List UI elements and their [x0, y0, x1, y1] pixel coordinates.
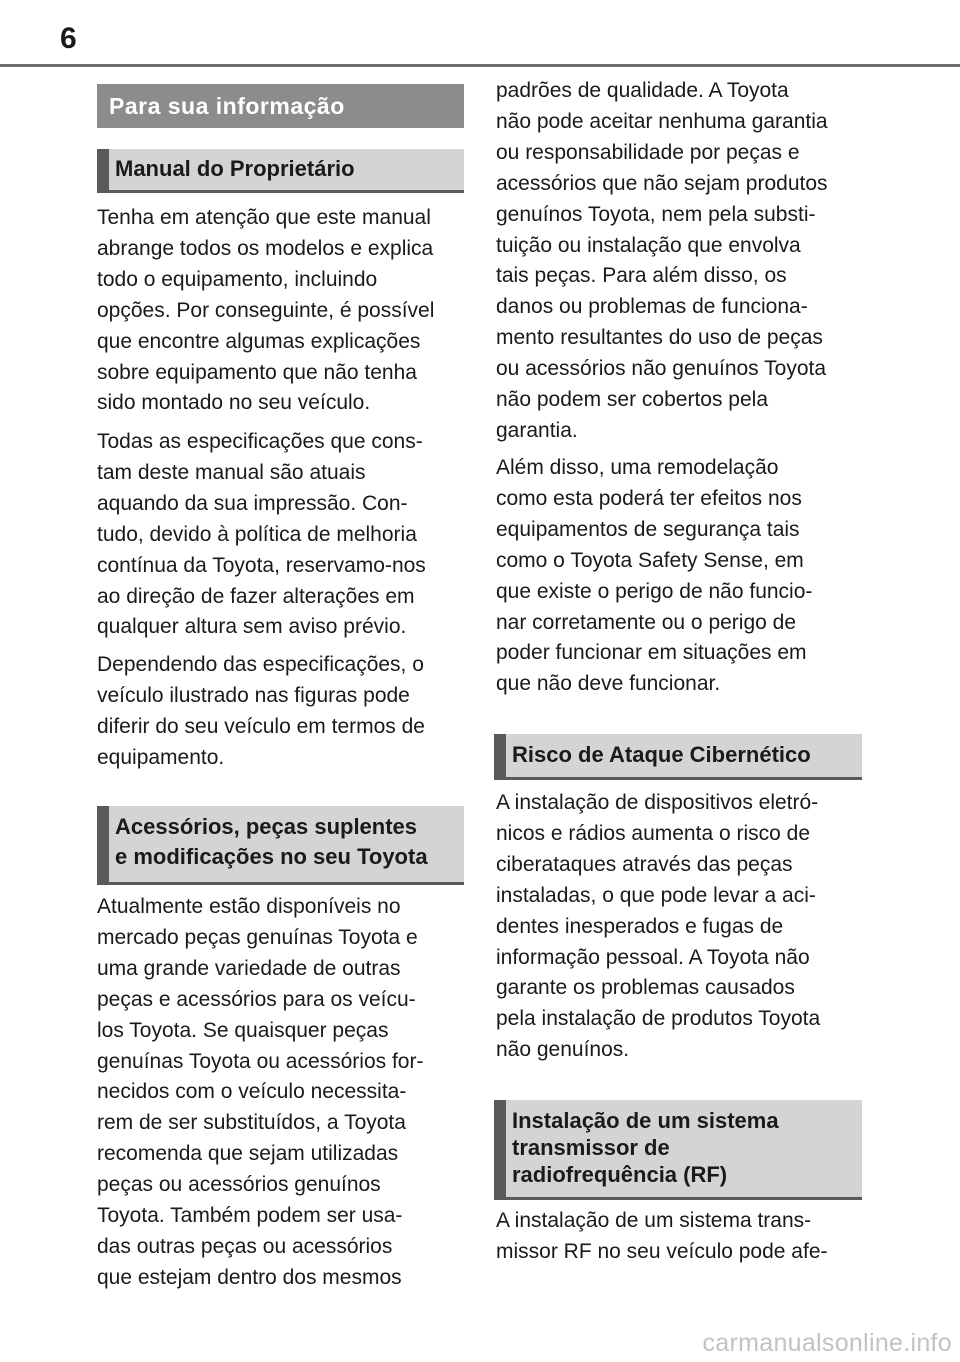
rf-paragraph: A instalação de um sistema trans- missor RF no seu veículo pode afe-	[496, 1209, 828, 1263]
accessories-heading: Acessórios, peças suplentes e modificações no seu Toyota	[97, 806, 464, 885]
header-rule	[0, 64, 960, 67]
remodel-paragraph: Além disso, uma remodelação como esta poderá ter efeitos nos equipamentos de segurança tais como o Toyota Safety Sense, em que existe o perigo de não funcio- nar corretamente ou o perigo de poder funcionar em situações em que não deve funcionar.	[496, 456, 813, 696]
manual-heading: Manual do Proprietário	[97, 149, 464, 193]
cyber-heading: Risco de Ataque Cibernético	[494, 734, 862, 780]
section-banner: Para sua informação	[97, 84, 464, 128]
page-number: 6	[60, 22, 77, 55]
rf-heading: Instalação de um sistema transmissor de radiofrequência (RF)	[494, 1100, 862, 1200]
cyber-paragraph: A instalação de dispositivos eletró- nicos e rádios aumenta o risco de ciberataques através das peças instaladas, o que pode levar a aci- dentes inesperados e fugas de informação pessoal. A Toyota não garante os problemas causados pela instalação de produtos Toyota não genuínos.	[496, 791, 821, 1062]
manual-paragraph-1: Tenha em atenção que este manual abrange todos os modelos e explica todo o equipamento, incluindo opções. Por conseguinte, é possível que encontre algumas explicações sobre equipamento que não tenha sido montado no seu veículo.	[97, 206, 435, 415]
manual-paragraph-2: Todas as especificações que cons- tam deste manual são atuais aquando da sua impressão. Con- tudo, devido à política de melhoria contínua da Toyota, reservamo-nos ao direção de fazer alterações em qualquer altura sem aviso prévio.	[97, 430, 426, 639]
watermark: carmanualsonline.info	[702, 1329, 952, 1357]
manual-paragraph-3: Dependendo das especificações, o veículo ilustrado nas figuras pode diferir do seu veículo em termos de equipamento.	[97, 653, 425, 769]
accessories-paragraph: Atualmente estão disponíveis no mercado peças genuínas Toyota e uma grande variedade de outras peças e acessórios para os veícu- los Toyota. Se quaisquer peças genuínas Toyota ou acessórios for- necidos com o veículo necessita- rem de ser substituídos, a Toyota recomenda que sejam utilizadas peças ou acessórios genuínos Toyota. Também podem ser usa- das outras peças ou acessórios que estejam dentro dos mesmos	[97, 895, 424, 1289]
continued-paragraph: padrões de qualidade. A Toyota não pode aceitar nenhuma garantia ou responsabilidade por peças e acessórios que não sejam produtos genuínos Toyota, nem pela substi- tuição ou instalação que envolva tais peças. Para além disso, os danos ou problemas de funciona- mento resultantes do uso de peças ou acessórios não genuínos Toyota não podem ser cobertos pela garantia.	[496, 79, 828, 442]
